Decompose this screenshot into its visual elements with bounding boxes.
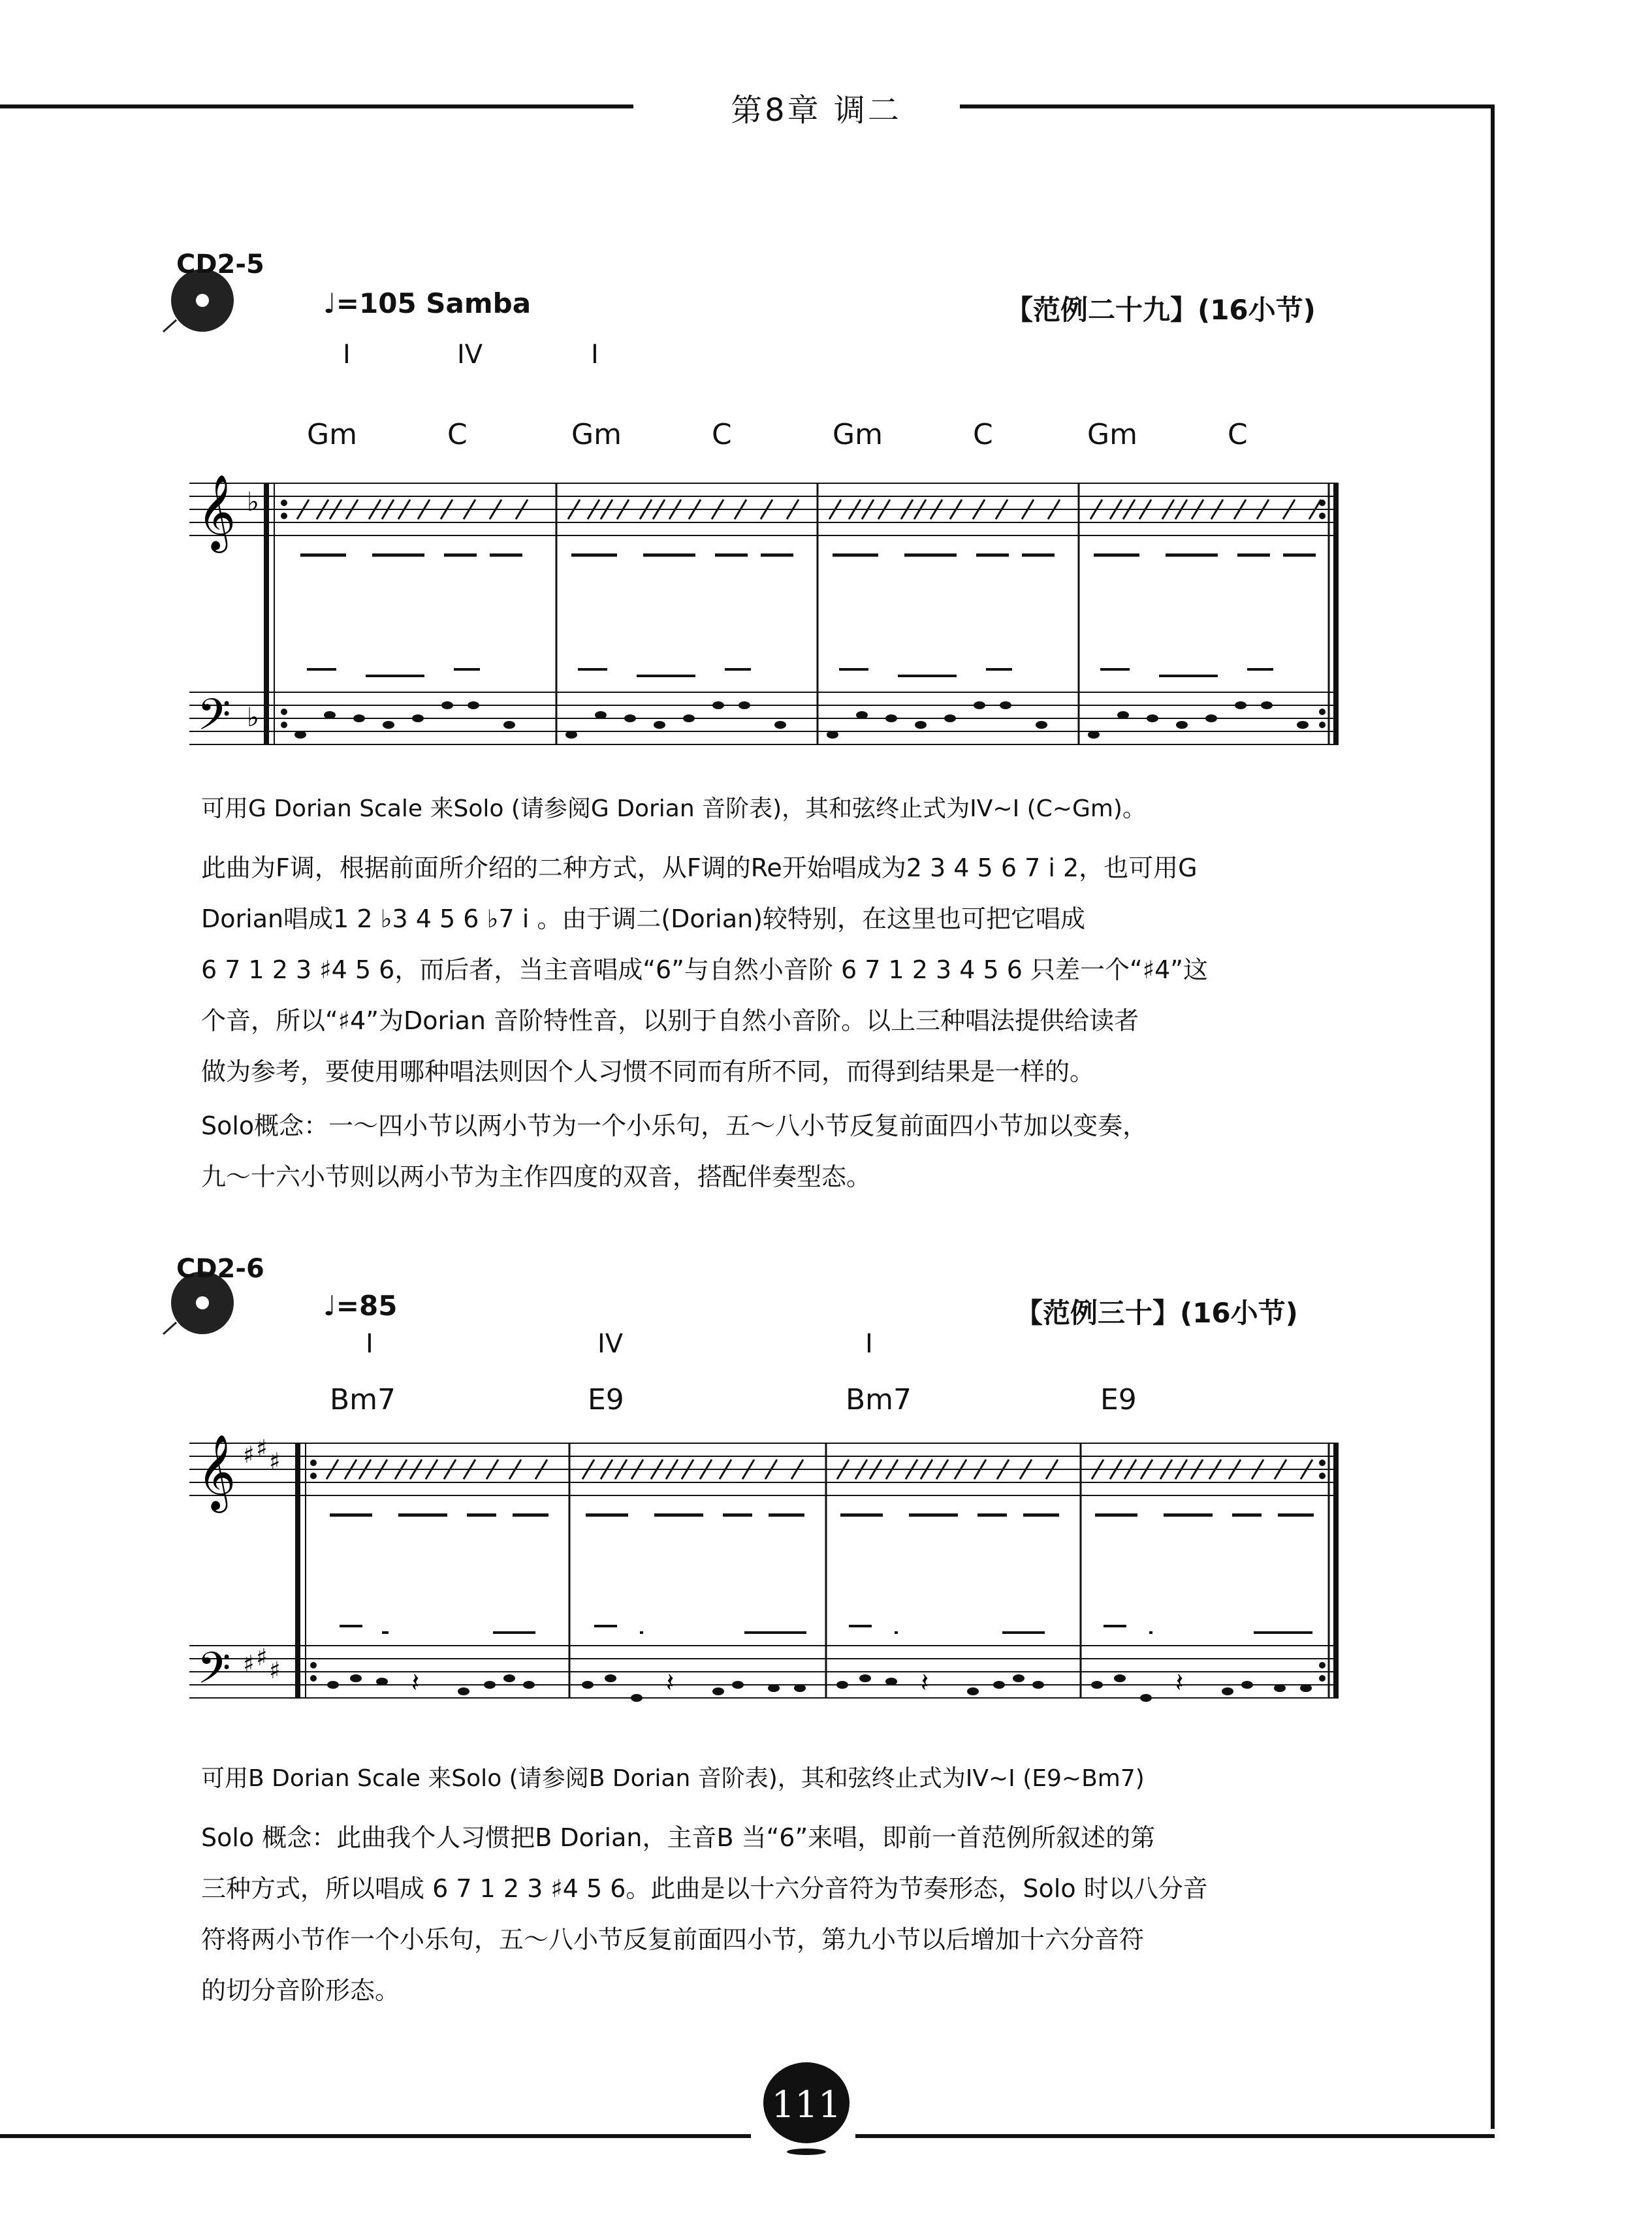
text-line: 符将两小节作一个小乐句，五～八小节反复前面四小节，第九小节以后增加十六分音符: [201, 1925, 1145, 1954]
tempo-marking: ♩=105 Samba: [323, 287, 532, 319]
text-line: 九～十六小节则以两小节为主作四度的双音，搭配伴奏型态。: [201, 1162, 872, 1191]
sharp-icon: ♯: [243, 1651, 255, 1678]
system-barline: [295, 1443, 300, 1698]
bass-staff: [189, 1646, 1339, 1698]
caption: 可用B Dorian Scale 来Solo (请参阅B Dorian 音阶表)，其和弦终止式为IV~I (E9~Bm7): [201, 1765, 1145, 1792]
footer-rule-right: [855, 2134, 1495, 2138]
example-title: 【范例三十】(16小节): [1015, 1297, 1298, 1329]
text-line: 的切分音阶形态。: [201, 1976, 400, 2005]
body-paragraph: [201, 842, 1363, 1097]
rest-icon: 𝄽: [666, 1668, 675, 1698]
solo-concept-paragraph: [201, 1100, 1363, 1202]
text-line: 做为参考，要使用哪种唱法则因个人习惯不同而有所不同，而得到结果是一样的。: [201, 1057, 1095, 1086]
text-line: Dorian唱成1 2 ♭3 4 5 6 ♭7 i 。由于调二(Dorian)较特别，在这里也可把它唱成: [201, 904, 1086, 933]
roman-numeral: I: [366, 1329, 373, 1359]
bass-notes: [294, 701, 1309, 739]
roman-numeral: IV: [457, 340, 483, 370]
chapter-title: 第8章 调二: [731, 92, 902, 129]
grand-staff-example-29: [183, 457, 1345, 764]
header-rule-right: [960, 104, 1495, 108]
chord-symbol: Bm7: [846, 1383, 912, 1416]
rest-icon: 𝄽: [921, 1668, 929, 1698]
treble-staff: [189, 483, 1339, 535]
tempo-marking: ♩=85: [323, 1290, 398, 1322]
cd-track-label: CD2-5: [176, 249, 264, 280]
chord-symbol: C: [973, 418, 993, 451]
text-line: 6 7 1 2 3 ♯4 5 6，而后者，当主音唱成“6”与自然小音阶 6 7 1 2 3 4 5 6 只差一个“♯4”这: [201, 955, 1208, 984]
page-number: 111: [771, 2084, 842, 2126]
rest-icon: 𝄽: [411, 1668, 420, 1698]
text-line: 三种方式，所以唱成 6 7 1 2 3 ♯4 5 6。此曲是以十六分音符为节奏形态，Solo 时以八分音: [201, 1874, 1208, 1903]
text-line: 个音，所以“♯4”为Dorian 音阶特性音，以别于自然小音阶。以上三种唱法提供给读者: [201, 1006, 1139, 1035]
sharp-icon: ♯: [256, 1435, 268, 1462]
chord-symbol: Gm: [833, 418, 883, 451]
chord-symbol: C: [1228, 418, 1248, 451]
chord-symbol: C: [447, 418, 468, 451]
flat-icon: ♭: [247, 703, 259, 733]
sharp-icon: ♯: [269, 1448, 281, 1475]
page-number-badge: [757, 2057, 855, 2155]
example-title: 【范例二十九】(16小节): [1006, 294, 1316, 326]
header-rule-left: [0, 104, 633, 108]
chord-symbol: Bm7: [330, 1383, 396, 1416]
roman-numeral: I: [343, 340, 351, 370]
grand-staff-example-30: [183, 1417, 1345, 1724]
treble-clef-icon: 𝄞: [197, 1433, 236, 1510]
roman-numeral: IV: [597, 1329, 624, 1359]
sharp-icon: ♯: [256, 1644, 268, 1671]
system-barline: [264, 483, 269, 744]
text-line: Solo 概念：此曲我个人习惯把B Dorian，主音B 当“6”来唱，即前一首范例所叙述的第: [201, 1823, 1156, 1852]
roman-numeral: I: [591, 340, 599, 370]
caption: 可用G Dorian Scale 来Solo (请参阅G Dorian 音阶表)，其和弦终止式为IV~I (C~Gm)。: [201, 795, 1146, 822]
bass-clef-icon: 𝄢: [197, 1643, 231, 1704]
footer-rule-left: [0, 2134, 751, 2138]
text-line: Solo概念：一～四小节以两小节为一个小乐句，五～八小节反复前面四小节加以变奏，: [201, 1111, 1148, 1140]
chord-symbol: E9: [1100, 1383, 1137, 1416]
chord-symbol: Gm: [571, 418, 622, 451]
solo-concept-paragraph: [201, 1812, 1363, 2016]
bass-clef-icon: 𝄢: [197, 690, 231, 750]
treble-clef-icon: 𝄞: [197, 473, 236, 550]
chord-symbol: Gm: [1087, 418, 1137, 451]
roman-numeral: I: [865, 1329, 873, 1359]
sharp-icon: ♯: [269, 1657, 281, 1684]
cd-track-label: CD2-6: [176, 1254, 264, 1284]
page-frame-right: [1491, 104, 1495, 2129]
chord-symbol: E9: [588, 1383, 624, 1416]
chord-symbol: Gm: [307, 418, 357, 451]
chord-symbol: C: [712, 418, 732, 451]
text-line: 此曲为F调，根据前面所介绍的二种方式，从F调的Re开始唱成为2 3 4 5 6 7 i 2，也可用G: [201, 854, 1198, 882]
sharp-icon: ♯: [243, 1442, 255, 1469]
flat-icon: ♭: [247, 487, 259, 517]
rest-icon: 𝄽: [1175, 1668, 1184, 1698]
